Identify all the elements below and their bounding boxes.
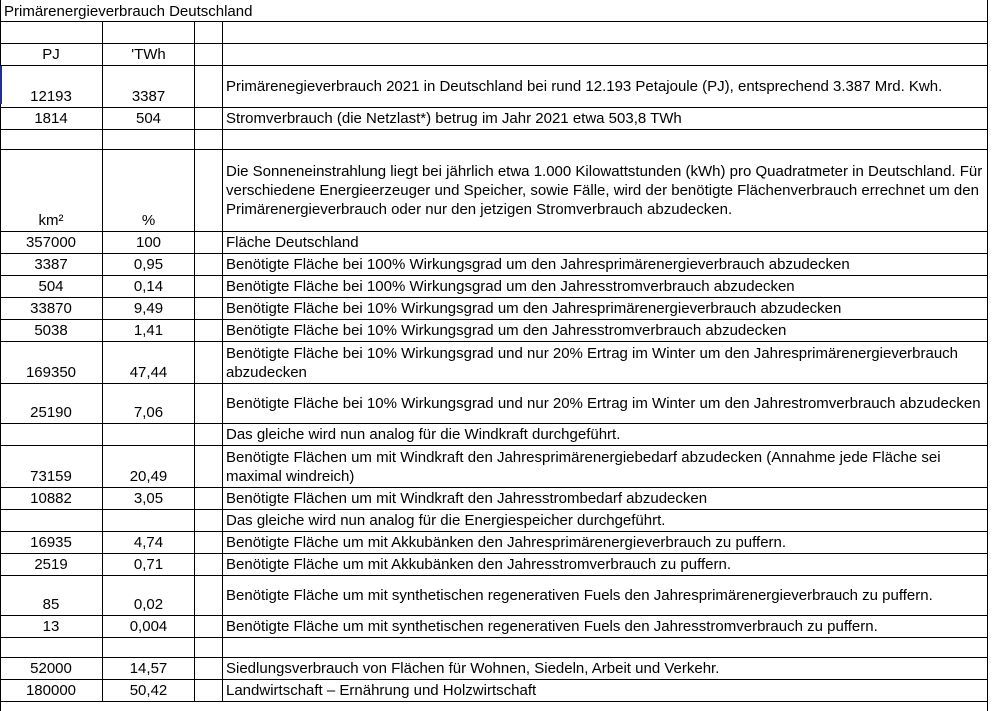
cell-area-km2-value: 3387: [34, 256, 68, 273]
cell-area-km2[interactable]: [0, 254, 103, 275]
cell-description[interactable]: [223, 616, 988, 637]
cell-description-value: Benötigte Fläche bei 10% Wirkungsgrad um den Jahresprimärenergieverbrauch abzudecken: [226, 300, 842, 317]
cell-percent[interactable]: [103, 658, 195, 679]
cell-percent[interactable]: [103, 108, 195, 129]
cell-description[interactable]: [223, 66, 988, 107]
table-row: [0, 66, 988, 108]
table-row: [0, 130, 988, 150]
table-row: [0, 510, 988, 532]
cell-description-value: Benötigte Fläche um mit synthetischen regenerativen Fuels den Jahresstromverbrauch zu puffern.: [226, 618, 878, 635]
cell-percent[interactable]: [103, 616, 195, 637]
table-row: [0, 488, 988, 510]
cell-percent[interactable]: [103, 130, 195, 149]
cell-area-km2-value: 12193: [30, 88, 72, 105]
cell-description[interactable]: [223, 298, 988, 319]
cell-empty[interactable]: [195, 130, 223, 149]
table-row: [0, 424, 988, 446]
cell-description-value: Benötigte Fläche bei 10% Wirkungsgrad um den Jahresstromverbrauch abzudecken: [226, 322, 787, 339]
table-row: [0, 298, 988, 320]
table-row: [0, 532, 988, 554]
title-row: [0, 0, 988, 22]
cell-c[interactable]: [195, 44, 223, 65]
table-row: [0, 232, 988, 254]
sheet-title[interactable]: Primärenergieverbrauch Deutschland: [4, 3, 253, 20]
table-row: [0, 554, 988, 576]
cell-area-km2[interactable]: [0, 680, 103, 701]
sheet-right-border: [987, 0, 988, 711]
cell-empty[interactable]: [195, 66, 223, 107]
cell-area-km2-value: 52000: [30, 660, 72, 677]
cell-percent-value: 3,05: [133, 490, 164, 507]
cell-area-km2-value: 5038: [34, 322, 68, 339]
cell-percent-value: 0,004: [129, 618, 168, 635]
cell-empty[interactable]: [195, 384, 223, 423]
cell-description[interactable]: [223, 130, 988, 149]
cell-a[interactable]: [0, 22, 103, 43]
cell-area-km2-value: 357000: [25, 234, 77, 251]
cell-percent-value: 0,71: [133, 556, 164, 573]
cell-percent[interactable]: [103, 342, 195, 383]
cell-description-value: Die Sonneneinstrahlung liegt bei jährlich etwa 1.000 Kilowattstunden (kWh) pro Quadratmeter in Deutschland. Für verschiedene Energieerzeuger und Speicher, sowie Fälle, wird der benötigte Flächenverbrauch errechnet um den Primärenergieverbrauch oder nur den jetzigen Stromverbrauch abzudecken.: [226, 163, 983, 218]
cell-description[interactable]: [223, 576, 988, 615]
cell-empty[interactable]: [195, 554, 223, 575]
cell-percent[interactable]: [103, 488, 195, 509]
cell-area-km2[interactable]: [0, 66, 103, 107]
cell-area-km2-value: 16935: [30, 534, 72, 551]
cell-description-value: Fläche Deutschland: [226, 234, 359, 251]
cell-percent-value: 4,74: [133, 534, 164, 551]
cell-percent-value: 7,06: [133, 404, 164, 421]
cell-empty[interactable]: [195, 446, 223, 487]
cell-description[interactable]: [223, 658, 988, 679]
empty-row: [0, 22, 988, 44]
cell-area-km2[interactable]: [0, 532, 103, 553]
cell-description[interactable]: [223, 108, 988, 129]
cell-percent-value: 50,42: [129, 682, 168, 699]
cell-empty[interactable]: [195, 638, 223, 657]
title-row-right-cell[interactable]: [223, 0, 988, 21]
cell-description[interactable]: [223, 532, 988, 553]
cell-area-km2[interactable]: [0, 320, 103, 341]
unit-pj-cell[interactable]: [0, 44, 103, 65]
cell-description-value: Benötigte Fläche um mit Akkubänken den Jahresstromverbrauch zu puffern.: [226, 556, 731, 573]
cell-empty[interactable]: [195, 680, 223, 701]
cell-description-value: Benötigte Flächen um mit Windkraft den Jahresstrombedarf abzudecken: [226, 490, 708, 507]
cell-percent-value: 504: [135, 110, 162, 127]
cell-description-value: Primärenegieverbrauch 2021 in Deutschland bei rund 12.193 Petajoule (PJ), entsprechend 3.387 Mrd. Kwh.: [226, 78, 943, 95]
cell-empty[interactable]: [195, 616, 223, 637]
cell-empty[interactable]: [195, 510, 223, 531]
cell-area-km2-value: 10882: [30, 490, 72, 507]
cell-b[interactable]: [103, 22, 195, 43]
cell-empty[interactable]: [195, 342, 223, 383]
cell-percent[interactable]: [103, 576, 195, 615]
cell-empty[interactable]: [195, 320, 223, 341]
cell-percent[interactable]: [103, 384, 195, 423]
cell-percent-value: 1,41: [133, 322, 164, 339]
cell-description[interactable]: [223, 424, 988, 445]
cell-empty[interactable]: [195, 424, 223, 445]
cell-empty[interactable]: [195, 298, 223, 319]
cell-area-km2-value: 169350: [25, 364, 77, 381]
table-row: [0, 616, 988, 638]
cell-percent-value: 14,57: [129, 660, 168, 677]
cell-percent-value: 20,49: [129, 468, 168, 485]
cell-area-km2[interactable]: [0, 108, 103, 129]
cell-description-value: Siedlungsverbrauch von Flächen für Wohnen, Siedeln, Arbeit und Verkehr.: [226, 660, 720, 677]
cell-d[interactable]: [223, 44, 988, 65]
table-row: [0, 638, 988, 658]
cell-description-value: Stromverbrauch (die Netzlast*) betrug im Jahr 2021 etwa 503,8 TWh: [226, 110, 682, 127]
cell-empty[interactable]: [195, 150, 223, 231]
cell-area-km2-value: 13: [42, 618, 60, 635]
cell-c[interactable]: [195, 22, 223, 43]
cell-description[interactable]: [223, 342, 988, 383]
cell-area-km2-value: 1814: [34, 110, 68, 127]
cell-description[interactable]: [223, 554, 988, 575]
cell-description[interactable]: [223, 638, 988, 657]
cell-description-value: Benötigte Flächen um mit Windkraft den Jahresprimärenergiebedarf abzudecken (Annahme jede Fläche sei maximal windreich): [226, 448, 941, 485]
cell-area-km2[interactable]: [0, 130, 103, 149]
cell-area-km2[interactable]: [0, 488, 103, 509]
cell-description[interactable]: [223, 254, 988, 275]
cell-description-value: Benötigte Fläche bei 100% Wirkungsgrad um den Jahresstromverbrauch abzudecken: [226, 278, 795, 295]
cell-area-km2[interactable]: [0, 424, 103, 445]
cell-area-km2[interactable]: [0, 446, 103, 487]
table-row: [0, 446, 988, 488]
cell-description-value: Benötigte Fläche um mit synthetischen regenerativen Fuels den Jahresprimärenergieverbrauch zu puffern.: [226, 587, 933, 604]
cell-area-km2-value: 2519: [34, 556, 68, 573]
cell-percent-value: 0,95: [133, 256, 164, 273]
cell-area-km2-value: 180000: [25, 682, 77, 699]
cell-area-km2[interactable]: [0, 150, 103, 231]
table-row: [0, 150, 988, 232]
cell-description[interactable]: [223, 510, 988, 531]
cell-area-km2[interactable]: [0, 576, 103, 615]
cell-area-km2[interactable]: [0, 510, 103, 531]
cell-area-km2-value: 73159: [30, 468, 72, 485]
cell-area-km2[interactable]: [0, 232, 103, 253]
cell-percent[interactable]: [103, 276, 195, 297]
cell-description-value: Benötigte Fläche bei 100% Wirkungsgrad um den Jahresprimärenergieverbrauch abzudecken: [226, 256, 850, 273]
cell-empty[interactable]: [195, 532, 223, 553]
cell-description[interactable]: [223, 488, 988, 509]
cell-empty[interactable]: [195, 488, 223, 509]
cell-empty[interactable]: [195, 658, 223, 679]
cell-percent[interactable]: [103, 510, 195, 531]
cell-description[interactable]: [223, 276, 988, 297]
cell-empty[interactable]: [195, 232, 223, 253]
table-row: [0, 384, 988, 424]
cell-description-value: Landwirtschaft – Ernährung und Holzwirtschaft: [226, 682, 537, 699]
cell-description-value: Das gleiche wird nun analog für die Energiespeicher durchgeführt.: [226, 512, 666, 529]
cell-percent-value: 100: [135, 234, 162, 251]
cell-percent[interactable]: [103, 446, 195, 487]
cell-percent[interactable]: [103, 532, 195, 553]
cell-area-km2[interactable]: [0, 298, 103, 319]
cell-description-value: Benötigte Fläche um mit Akkubänken den Jahresprimärenergieverbrauch zu puffern.: [226, 534, 787, 551]
cell-d[interactable]: [223, 22, 988, 43]
cell-area-km2-value: 33870: [30, 300, 72, 317]
cell-area-km2[interactable]: [0, 384, 103, 423]
table-row: [0, 680, 988, 702]
cell-empty[interactable]: [195, 276, 223, 297]
cell-percent-value: 0,14: [133, 278, 164, 295]
cell-percent[interactable]: [103, 150, 195, 231]
table-row: [0, 254, 988, 276]
cell-description[interactable]: [223, 232, 988, 253]
cell-area-km2-value: 85: [42, 596, 60, 613]
cell-description[interactable]: [223, 680, 988, 701]
cell-area-km2-value: 25190: [30, 404, 72, 421]
cell-area-km2[interactable]: [0, 276, 103, 297]
cell-area-km2[interactable]: [0, 342, 103, 383]
cell-area-km2-value: km²: [38, 212, 64, 229]
cell-percent[interactable]: [103, 254, 195, 275]
units-row: [0, 44, 988, 66]
cell-description[interactable]: [223, 320, 988, 341]
cell-empty[interactable]: [195, 576, 223, 615]
cell-empty[interactable]: [195, 108, 223, 129]
cell-percent-value: 47,44: [129, 364, 168, 381]
cell-percent[interactable]: [103, 680, 195, 701]
cell-empty[interactable]: [195, 254, 223, 275]
cell-area-km2[interactable]: [0, 616, 103, 637]
cell-description-value: Benötigte Fläche bei 10% Wirkungsgrad und nur 20% Ertrag im Winter um den Jahrestromverbrauch abzudecken: [226, 395, 981, 412]
cell-area-km2[interactable]: [0, 638, 103, 657]
cell-percent[interactable]: [103, 66, 195, 107]
cell-description[interactable]: [223, 384, 988, 423]
cell-description-value: Das gleiche wird nun analog für die Windkraft durchgeführt.: [226, 426, 621, 443]
cell-percent-value: 0,02: [133, 596, 164, 613]
cell-percent[interactable]: [103, 232, 195, 253]
cell-description[interactable]: [223, 446, 988, 487]
cell-area-km2[interactable]: [0, 554, 103, 575]
table-row: [0, 108, 988, 130]
cell-percent[interactable]: [103, 638, 195, 657]
table-row: [0, 658, 988, 680]
unit-pj: PJ: [42, 46, 60, 63]
cell-percent[interactable]: [103, 298, 195, 319]
table-row: [0, 276, 988, 298]
row-selection-marker: [0, 66, 2, 104]
cell-area-km2-value: 504: [38, 278, 64, 295]
cell-description-value: Benötigte Fläche bei 10% Wirkungsgrad und nur 20% Ertrag im Winter um den Jahresprimärenergieverbrauch abzudecken: [226, 344, 959, 381]
cell-percent-value: %: [141, 212, 156, 229]
cell-percent[interactable]: [103, 554, 195, 575]
cell-percent[interactable]: [103, 320, 195, 341]
cell-area-km2[interactable]: [0, 658, 103, 679]
cell-percent-value: 3387: [131, 88, 166, 105]
cell-description[interactable]: [223, 150, 988, 231]
table-row: [0, 320, 988, 342]
table-row: [0, 342, 988, 384]
cell-percent[interactable]: [103, 424, 195, 445]
cell-percent-value: 9,49: [133, 300, 164, 317]
unit-twh: 'TWh: [131, 46, 166, 63]
table-row: [0, 576, 988, 616]
unit-twh-cell[interactable]: [103, 44, 195, 65]
